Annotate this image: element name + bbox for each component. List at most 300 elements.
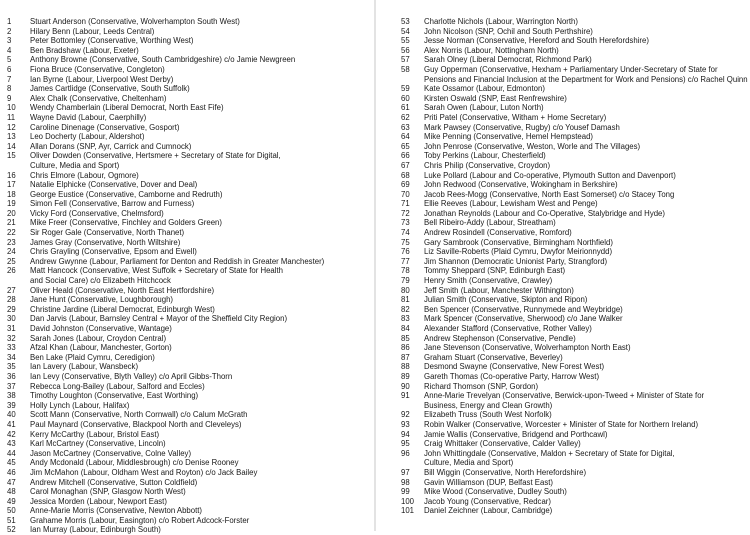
item-text: Andy Mcdonald (Labour, Middlesbrough) c/o Denise Rooney xyxy=(30,458,239,468)
item-text: Jim Shannon (Democratic Unionist Party, Strangford) xyxy=(424,256,608,266)
list-item xyxy=(401,209,750,219)
item-text: Andrew Rosindell (Conservative, Romford) xyxy=(424,228,572,238)
item-number: 79 xyxy=(401,276,410,286)
item-text: Caroline Dinenage (Conservative, Gosport) xyxy=(30,122,180,132)
item-number: 80 xyxy=(401,285,410,295)
item-number: 45 xyxy=(7,458,16,468)
item-number: 61 xyxy=(401,103,410,113)
item-number: 39 xyxy=(7,400,16,410)
right-page xyxy=(376,0,750,531)
item-number: 55 xyxy=(401,36,410,46)
item-number: 98 xyxy=(401,477,410,487)
item-number: 7 xyxy=(7,74,12,84)
list-item xyxy=(7,180,369,190)
item-text: Jacob Rees-Mogg (Conservative, North East Somerset) c/o Stacey Tong xyxy=(424,189,675,199)
item-number: 36 xyxy=(7,371,16,381)
item-text: Alexander Stafford (Conservative, Rother Valley) xyxy=(424,324,592,333)
list-item xyxy=(401,362,750,372)
list-item xyxy=(401,286,750,296)
list-item xyxy=(401,257,750,267)
list-item xyxy=(7,353,369,363)
item-text: Anne-Marie Morris (Conservative, Newton Abbott) xyxy=(30,506,203,516)
item-number: 74 xyxy=(401,228,410,238)
list-item xyxy=(7,449,369,459)
item-number: 60 xyxy=(401,93,410,103)
list-item xyxy=(401,305,750,315)
item-number: 51 xyxy=(7,515,16,525)
item-text: Karl McCartney (Conservative, Lincoln) xyxy=(30,439,166,449)
item-number: 96 xyxy=(401,448,410,458)
item-number: 93 xyxy=(401,419,410,429)
list-item xyxy=(401,161,750,171)
item-text: Kate Ossamor (Labour, Edmonton) xyxy=(424,84,545,94)
list-item xyxy=(7,266,369,285)
list-item xyxy=(7,487,369,497)
item-number: 32 xyxy=(7,333,16,343)
list-item xyxy=(7,391,369,401)
item-number: 63 xyxy=(401,122,410,132)
item-text: Guy Opperman (Conservative, Hexham + Parliamentary Under-Secretary of State for Pensions and Financial Inclusion at the Department for Work and Pensions) c/o Rachel Quinn xyxy=(424,64,748,84)
item-text: Natalie Elphicke (Conservative, Dover and Deal) xyxy=(30,180,198,190)
item-number: 12 xyxy=(7,122,16,132)
item-number: 37 xyxy=(7,381,16,391)
list-item xyxy=(7,55,369,65)
item-number: 48 xyxy=(7,487,16,497)
item-number: 78 xyxy=(401,266,410,276)
item-number: 86 xyxy=(401,343,410,353)
list-item xyxy=(401,94,750,104)
item-number: 69 xyxy=(401,180,410,190)
item-number: 99 xyxy=(401,487,410,497)
list-left xyxy=(7,17,369,535)
list-item xyxy=(7,257,369,267)
list-item xyxy=(7,75,369,85)
item-text: Jesse Norman (Conservative, Hereford and South Herefordshire) xyxy=(424,36,649,46)
item-text: Chris Grayling (Conservative, Epsom and Ewell) xyxy=(30,247,197,257)
item-text: Ian Levy (Conservative, Blyth Valley) c/o April Gibbs-Thorn xyxy=(30,371,233,381)
list-item xyxy=(401,314,750,324)
item-text: Chris Elmore (Labour, Ogmore) xyxy=(30,170,139,180)
item-number: 82 xyxy=(401,304,410,314)
item-number: 50 xyxy=(7,506,16,516)
item-number: 28 xyxy=(7,295,16,305)
list-item xyxy=(401,180,750,190)
item-text: Dan Jarvis (Labour, Barnsley Central + Mayor of the Sheffield City Region) xyxy=(30,314,288,324)
item-text: Graham Stuart (Conservative, Beverley) xyxy=(424,352,563,362)
list-item xyxy=(7,305,369,315)
item-number: 100 xyxy=(401,496,415,506)
item-number: 52 xyxy=(7,525,16,535)
list-item xyxy=(401,55,750,65)
item-text: Carol Monaghan (SNP, Glasgow North West) xyxy=(30,487,186,497)
list-item xyxy=(7,497,369,507)
list-item xyxy=(7,103,369,113)
item-text: Liz Saville-Roberts (Plaid Cymru, Dwyfor Meirionnydd) xyxy=(424,247,613,257)
item-number: 76 xyxy=(401,247,410,257)
item-text: James Cartlidge (Conservative, South Suffolk) xyxy=(30,84,190,94)
list-item xyxy=(7,142,369,152)
item-number: 29 xyxy=(7,304,16,314)
list-item xyxy=(401,382,750,392)
item-number: 24 xyxy=(7,247,16,257)
item-number: 31 xyxy=(7,324,16,333)
list-item xyxy=(7,17,369,27)
item-number: 87 xyxy=(401,352,410,362)
item-text: Toby Perkins (Labour, Chesterfield) xyxy=(424,151,546,161)
list-item xyxy=(401,103,750,113)
item-text: Jason McCartney (Conservative, Colne Valley) xyxy=(30,448,192,458)
list-item xyxy=(7,430,369,440)
item-number: 47 xyxy=(7,477,16,487)
item-number: 83 xyxy=(401,314,410,324)
list-item xyxy=(401,151,750,161)
item-text: Hilary Benn (Labour, Leeds Central) xyxy=(30,26,155,36)
item-number: 64 xyxy=(401,132,410,142)
list-item xyxy=(7,372,369,382)
item-text: Afzal Khan (Labour, Manchester, Gorton) xyxy=(30,343,172,353)
item-text: Paul Maynard (Conservative, Blackpool North and Cleveleys) xyxy=(30,419,242,429)
item-text: Alex Norris (Labour, Nottingham North) xyxy=(424,45,559,55)
list-item xyxy=(7,94,369,104)
item-text: Henry Smith (Conservative, Crawley) xyxy=(424,276,553,286)
item-number: 13 xyxy=(7,132,16,142)
item-text: Peter Bottomley (Conservative, Worthing West) xyxy=(30,36,194,46)
item-text: Jane Stevenson (Conservative, Wolverhampton North East) xyxy=(424,343,631,353)
item-text: Andrew Gwynne (Labour, Parliament for Denton and Reddish in Greater Manchester) xyxy=(30,256,325,266)
item-text: Ellie Reeves (Labour, Lewisham West and Penge) xyxy=(424,199,598,209)
item-number: 67 xyxy=(401,160,410,170)
item-number: 40 xyxy=(7,410,16,420)
item-number: 57 xyxy=(401,55,410,65)
list-item xyxy=(401,391,750,410)
item-number: 77 xyxy=(401,256,410,266)
item-text: Stuart Anderson (Conservative, Wolverhampton South West) xyxy=(30,17,240,26)
item-number: 8 xyxy=(7,84,12,94)
item-number: 71 xyxy=(401,199,410,209)
item-text: Wendy Chamberlain (Liberal Democrat, North East Fife) xyxy=(30,103,224,113)
item-text: Andrew Mitchell (Conservative, Sutton Coldfield) xyxy=(30,477,198,487)
item-text: Jonathan Reynolds (Labour and Co-Operative, Stalybridge and Hyde) xyxy=(424,208,665,218)
list-item xyxy=(7,151,369,170)
item-text: Desmond Swayne (Conservative, New Forest West) xyxy=(424,362,605,372)
list-item xyxy=(401,506,750,516)
list-item xyxy=(7,468,369,478)
item-text: Sir Roger Gale (Conservative, North Thanet) xyxy=(30,228,185,238)
item-number: 9 xyxy=(7,93,12,103)
list-item xyxy=(401,36,750,46)
list-item xyxy=(7,123,369,133)
item-number: 89 xyxy=(401,371,410,381)
item-text: Leo Docherty (Labour, Aldershot) xyxy=(30,132,145,142)
item-text: Mike Freer (Conservative, Finchley and Golders Green) xyxy=(30,218,222,228)
item-text: Bell Ribeiro-Addy (Labour, Streatham) xyxy=(424,218,556,228)
list-item xyxy=(401,84,750,94)
item-number: 19 xyxy=(7,199,16,209)
item-number: 6 xyxy=(7,64,12,74)
list-item xyxy=(7,190,369,200)
item-text: Christine Jardine (Liberal Democrat, Edinburgh West) xyxy=(30,304,215,314)
item-number: 20 xyxy=(7,208,16,218)
list-item xyxy=(7,382,369,392)
item-number: 101 xyxy=(401,506,415,516)
item-text: Ian Lavery (Labour, Wansbeck) xyxy=(30,362,139,372)
list-item xyxy=(401,65,750,84)
item-number: 42 xyxy=(7,429,16,439)
item-text: Daniel Zeichner (Labour, Cambridge) xyxy=(424,506,553,516)
item-text: Ben Lake (Plaid Cymru, Ceredigion) xyxy=(30,352,155,362)
item-text: Sarah Owen (Labour, Luton North) xyxy=(424,103,544,113)
item-number: 1 xyxy=(7,17,12,26)
item-text: Oliver Dowden (Conservative, Hertsmere + Secretary of State for Digital, Culture, Media and Sport) xyxy=(30,151,281,170)
item-text: Wayne David (Labour, Caerphilly) xyxy=(30,112,147,122)
list-item xyxy=(7,27,369,37)
item-number: 35 xyxy=(7,362,16,372)
item-text: Sarah Jones (Labour, Croydon Central) xyxy=(30,333,167,343)
list-item xyxy=(7,295,369,305)
item-number: 5 xyxy=(7,55,12,65)
list-item xyxy=(7,410,369,420)
list-item xyxy=(401,420,750,430)
item-text: Ben Bradshaw (Labour, Exeter) xyxy=(30,45,139,55)
item-number: 38 xyxy=(7,391,16,401)
item-text: Jeff Smith (Labour, Manchester Withington) xyxy=(424,285,574,295)
item-number: 34 xyxy=(7,352,16,362)
list-item xyxy=(7,84,369,94)
list-item xyxy=(401,17,750,27)
item-text: Mark Pawsey (Conservative, Rugby) c/o Yousef Damash xyxy=(424,122,620,132)
item-number: 17 xyxy=(7,180,16,190)
item-number: 3 xyxy=(7,36,12,46)
list-item xyxy=(7,525,369,535)
item-text: John Nicolson (SNP, Ochil and South Perthshire) xyxy=(424,26,593,36)
item-text: Julian Smith (Conservative, Skipton and Ripon) xyxy=(424,295,588,305)
list-item xyxy=(7,113,369,123)
item-text: Mike Wood (Conservative, Dudley South) xyxy=(424,487,567,497)
item-text: Matt Hancock (Conservative, West Suffolk + Secretary of State for Health and Social Care) c/o Elizabeth Hitchcock xyxy=(30,266,284,286)
item-number: 27 xyxy=(7,285,16,295)
item-text: Jacob Young (Conservative, Redcar) xyxy=(424,496,551,506)
item-text: Holly Lynch (Labour, Halifax) xyxy=(30,400,130,410)
item-text: Kirsten Oswald (SNP, East Renfrewshire) xyxy=(424,93,567,103)
item-text: Chris Philip (Conservative, Croydon) xyxy=(424,160,551,170)
list-item xyxy=(7,478,369,488)
item-text: Kerry McCarthy (Labour, Bristol East) xyxy=(30,429,160,439)
item-number: 21 xyxy=(7,218,16,228)
list-item xyxy=(7,199,369,209)
item-number: 70 xyxy=(401,189,410,199)
list-item xyxy=(7,516,369,526)
item-text: John Redwood (Conservative, Wokingham in Berkshire) xyxy=(424,180,618,190)
item-number: 23 xyxy=(7,237,16,247)
item-number: 25 xyxy=(7,256,16,266)
item-number: 92 xyxy=(401,410,410,420)
left-page xyxy=(0,0,374,535)
item-number: 10 xyxy=(7,103,16,113)
item-number: 75 xyxy=(401,237,410,247)
list-item xyxy=(401,199,750,209)
list-item xyxy=(401,142,750,152)
item-text: Elizabeth Truss (South West Norfolk) xyxy=(424,410,552,420)
list-item xyxy=(7,65,369,75)
item-number: 62 xyxy=(401,112,410,122)
list-item xyxy=(401,410,750,420)
item-text: Allan Dorans (SNP, Ayr, Carrick and Cumnock) xyxy=(30,141,192,151)
item-text: Gareth Thomas (Co-operative Party, Harrow West) xyxy=(424,371,600,381)
item-number: 94 xyxy=(401,429,410,439)
item-text: Oliver Heald (Conservative, North East Hertfordshire) xyxy=(30,285,215,295)
item-number: 90 xyxy=(401,381,410,391)
list-item xyxy=(7,458,369,468)
item-text: John Whittingdale (Conservative, Maldon + Secretary of State for Digital, Culture, Media and Sport) xyxy=(424,448,675,468)
list-item xyxy=(401,132,750,142)
list-item xyxy=(401,497,750,507)
item-number: 56 xyxy=(401,45,410,55)
item-number: 33 xyxy=(7,343,16,353)
item-number: 73 xyxy=(401,218,410,228)
list-item xyxy=(401,276,750,286)
list-item xyxy=(401,343,750,353)
item-text: Luke Pollard (Labour and Co-operative, Plymouth Sutton and Davenport) xyxy=(424,170,676,180)
list-item xyxy=(401,353,750,363)
list-item xyxy=(7,247,369,257)
list-item xyxy=(7,324,369,334)
item-text: Simon Fell (Conservative, Barrow and Furness) xyxy=(30,199,195,209)
item-number: 44 xyxy=(7,448,16,458)
list-item xyxy=(401,372,750,382)
list-item xyxy=(401,478,750,488)
list-item xyxy=(7,506,369,516)
item-number: 84 xyxy=(401,324,410,333)
item-number: 46 xyxy=(7,467,16,477)
item-number: 53 xyxy=(401,17,410,26)
list-item xyxy=(401,247,750,257)
list-item xyxy=(401,113,750,123)
item-number: 49 xyxy=(7,496,16,506)
item-text: Ian Byrne (Labour, Liverpool West Derby) xyxy=(30,74,174,84)
list-item xyxy=(401,334,750,344)
item-text: Jamie Wallis (Conservative, Bridgend and Porthcawl) xyxy=(424,429,608,439)
list-item xyxy=(401,238,750,248)
item-text: David Johnston (Conservative, Wantage) xyxy=(30,324,172,333)
list-item xyxy=(401,46,750,56)
list-item xyxy=(7,286,369,296)
list-item xyxy=(7,343,369,353)
list-item xyxy=(7,334,369,344)
item-number: 4 xyxy=(7,45,12,55)
item-number: 65 xyxy=(401,141,410,151)
item-text: Mark Spencer (Conservative, Sherwood) c/o Jane Walker xyxy=(424,314,623,324)
item-text: Charlotte Nichols (Labour, Warrington North) xyxy=(424,17,578,26)
item-text: Scott Mann (Conservative, North Cornwall) c/o Calum McGrath xyxy=(30,410,248,420)
item-number: 26 xyxy=(7,266,16,276)
list-item xyxy=(7,401,369,411)
item-text: Jessica Morden (Labour, Newport East) xyxy=(30,496,167,506)
item-number: 68 xyxy=(401,170,410,180)
item-text: Gavin Williamson (DUP, Belfast East) xyxy=(424,477,553,487)
list-item xyxy=(7,209,369,219)
item-number: 72 xyxy=(401,208,410,218)
item-text: Robin Walker (Conservative, Worcester + Minister of State for Northern Ireland) xyxy=(424,419,699,429)
item-text: Fiona Bruce (Conservative, Congleton) xyxy=(30,64,165,74)
item-text: John Penrose (Conservative, Weston, Worle and The Villages) xyxy=(424,141,641,151)
item-number: 2 xyxy=(7,26,12,36)
item-number: 85 xyxy=(401,333,410,343)
list-item xyxy=(7,314,369,324)
list-item xyxy=(401,266,750,276)
item-text: Bill Wiggin (Conservative, North Herefordshire) xyxy=(424,467,587,477)
item-text: Craig Whittaker (Conservative, Calder Valley) xyxy=(424,439,581,449)
list-item xyxy=(401,295,750,305)
list-item xyxy=(401,449,750,468)
item-number: 58 xyxy=(401,64,410,74)
item-text: Priti Patel (Conservative, Witham + Home Secretary) xyxy=(424,112,607,122)
item-text: Anthony Browne (Conservative, South Cambridgeshire) c/o Jamie Newgreen xyxy=(30,55,296,65)
item-number: 81 xyxy=(401,295,410,305)
item-text: James Gray (Conservative, North Wiltshire) xyxy=(30,237,181,247)
item-number: 41 xyxy=(7,419,16,429)
list-item xyxy=(401,123,750,133)
item-text: Alex Chalk (Conservative, Cheltenham) xyxy=(30,93,167,103)
item-text: Andrew Stephenson (Conservative, Pendle) xyxy=(424,333,576,343)
item-text: Richard Thomson (SNP, Gordon) xyxy=(424,381,539,391)
list-item xyxy=(7,420,369,430)
item-number: 88 xyxy=(401,362,410,372)
item-number: 97 xyxy=(401,467,410,477)
item-number: 30 xyxy=(7,314,16,324)
item-text: Grahame Morris (Labour, Easington) c/o Robert Adcock-Forster xyxy=(30,515,250,525)
item-number: 95 xyxy=(401,439,410,449)
list-item xyxy=(401,430,750,440)
list-item xyxy=(7,46,369,56)
list-item xyxy=(7,171,369,181)
item-number: 22 xyxy=(7,228,16,238)
item-number: 18 xyxy=(7,189,16,199)
list-item xyxy=(7,132,369,142)
item-text: Rebecca Long-Bailey (Labour, Salford and Eccles) xyxy=(30,381,205,391)
item-text: Jane Hunt (Conservative, Loughborough) xyxy=(30,295,174,305)
list-item xyxy=(401,27,750,37)
item-number: 54 xyxy=(401,26,410,36)
item-number: 15 xyxy=(7,151,16,161)
list-right xyxy=(401,17,750,516)
item-number: 66 xyxy=(401,151,410,161)
list-item xyxy=(401,487,750,497)
item-number: 11 xyxy=(7,112,16,122)
item-number: 43 xyxy=(7,439,16,449)
list-item xyxy=(7,218,369,228)
list-item xyxy=(7,36,369,46)
list-item xyxy=(401,218,750,228)
item-number: 91 xyxy=(401,391,410,401)
item-text: Timothy Loughton (Conservative, East Worthing) xyxy=(30,391,199,401)
item-text: Ian Murray (Labour, Edinburgh South) xyxy=(30,525,161,535)
item-number: 14 xyxy=(7,141,16,151)
list-item xyxy=(401,190,750,200)
item-text: Ben Spencer (Conservative, Runnymede and Weybridge) xyxy=(424,304,623,314)
list-item xyxy=(7,362,369,372)
item-text: Vicky Ford (Conservative, Chelmsford) xyxy=(30,208,164,218)
item-number: 59 xyxy=(401,84,410,94)
item-text: Mike Penning (Conservative, Hemel Hempstead) xyxy=(424,132,594,142)
item-text: Tommy Sheppard (SNP, Edinburgh East) xyxy=(424,266,566,276)
item-text: Gary Sambrook (Conservative, Birmingham Northfield) xyxy=(424,237,613,247)
list-item xyxy=(401,324,750,334)
list-item xyxy=(401,468,750,478)
item-text: George Eustice (Conservative, Camborne and Redruth) xyxy=(30,189,223,199)
item-text: Anne-Marie Trevelyan (Conservative, Berwick-upon-Tweed + Minister of State for Business, Energy and Clean Growth) xyxy=(424,391,705,410)
list-item xyxy=(401,439,750,449)
list-item xyxy=(7,238,369,248)
